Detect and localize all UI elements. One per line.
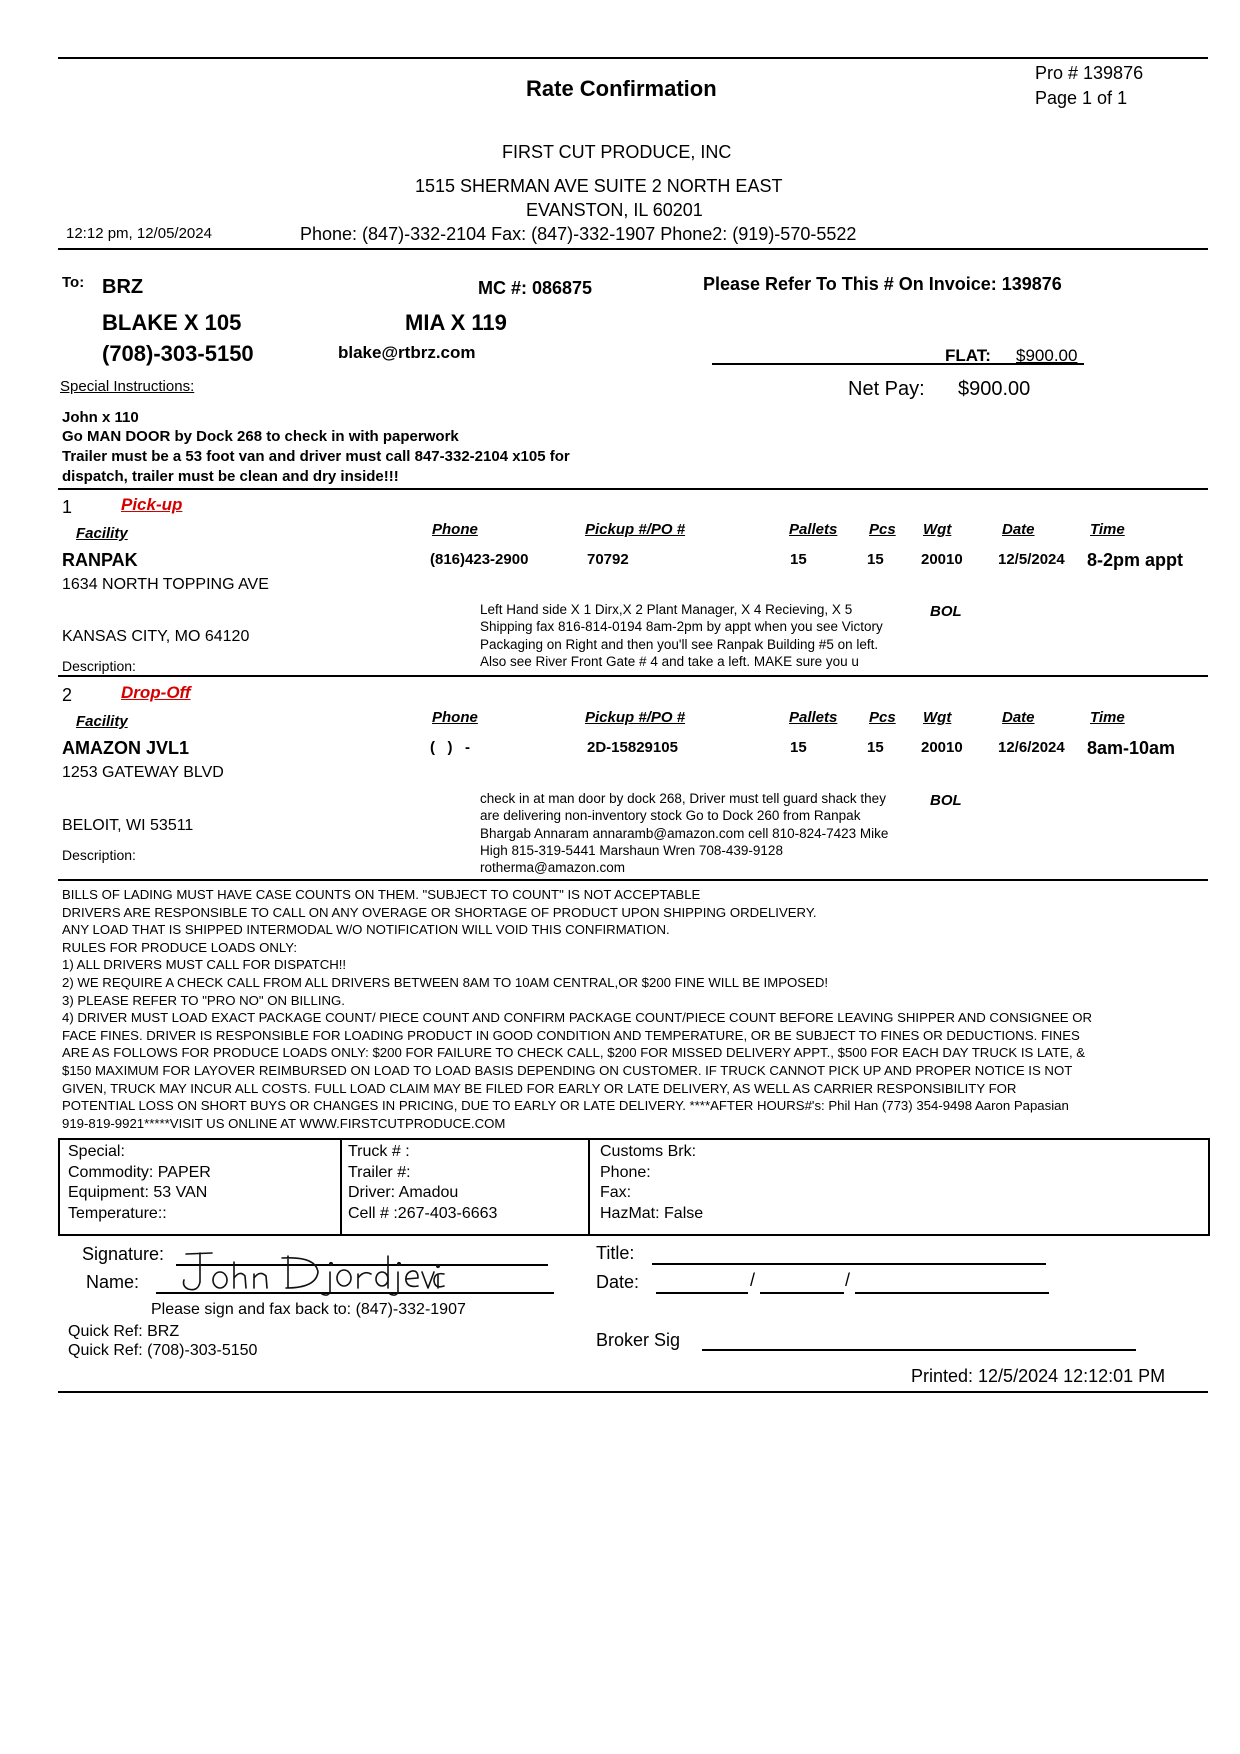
- pallets-value: 15: [790, 551, 807, 568]
- date-separator: /: [750, 1270, 756, 1290]
- fax-back-instruction: Please sign and fax back to: (847)-332-1907: [151, 1301, 466, 1318]
- header-rule: [58, 248, 1208, 250]
- page-number: Page 1 of 1: [1035, 88, 1128, 108]
- section-rule: [58, 488, 1208, 490]
- quick-ref-carrier: Quick Ref: BRZ: [68, 1323, 180, 1340]
- facility-city: BELOIT, WI 53511: [62, 817, 194, 834]
- pickup-po: 70792: [587, 551, 629, 568]
- column-header-date: Date: [1002, 521, 1035, 538]
- name-label: Name:: [86, 1272, 140, 1292]
- stop-number: 1: [62, 497, 73, 517]
- box-divider: [340, 1138, 342, 1234]
- special-instructions-label: Special Instructions:: [60, 378, 195, 395]
- company-name: FIRST CUT PRODUCE, INC: [502, 142, 732, 162]
- column-header-phone: Phone: [432, 709, 478, 726]
- invoice-reference: Please Refer To This # On Invoice: 139876: [703, 274, 1062, 294]
- carrier-email: blake@rtbrz.com: [338, 343, 476, 362]
- facility-phone: ( ) -: [430, 739, 470, 756]
- net-pay-value: $900.00: [958, 378, 1031, 400]
- date-value: 12/5/2024: [998, 551, 1065, 568]
- time-value: 8-2pm appt: [1087, 550, 1184, 570]
- flat-value: $900.00: [1016, 346, 1078, 365]
- bottom-rule: [58, 1391, 1208, 1393]
- date-separator: /: [845, 1270, 851, 1290]
- box-divider: [588, 1138, 590, 1234]
- pcs-value: 15: [867, 551, 884, 568]
- carrier-contact-blake: BLAKE X 105: [102, 310, 242, 335]
- column-header-po: Pickup #/PO #: [585, 521, 686, 538]
- quick-ref-phone: Quick Ref: (708)-303-5150: [68, 1342, 258, 1359]
- broker-signature-label: Broker Sig: [596, 1330, 681, 1350]
- column-header-phone: Phone: [432, 521, 478, 538]
- weight-value: 20010: [921, 739, 963, 756]
- column-header-pcs: Pcs: [869, 709, 896, 726]
- stop-number: 2: [62, 685, 73, 705]
- facility-address: 1253 GATEWAY BLVD: [62, 764, 224, 781]
- column-header-pallets: Pallets: [789, 521, 838, 538]
- bol-label: BOL: [930, 603, 962, 620]
- company-address-line2: EVANSTON, IL 60201: [526, 200, 703, 220]
- pro-number: Pro # 139876: [1035, 63, 1144, 83]
- column-header-facility: Facility: [76, 525, 128, 542]
- company-address-line1: 1515 SHERMAN AVE SUITE 2 NORTH EAST: [415, 176, 783, 196]
- column-header-pcs: Pcs: [869, 521, 896, 538]
- special-instruction-line: John x 110: [62, 409, 139, 426]
- stop-type: Pick-up: [121, 495, 183, 514]
- title-line: [652, 1263, 1046, 1265]
- document-title: Rate Confirmation: [526, 76, 717, 101]
- printed-timestamp: Printed: 12/5/2024 12:12:01 PM: [911, 1366, 1166, 1386]
- column-header-po: Pickup #/PO #: [585, 709, 686, 726]
- column-header-pallets: Pallets: [789, 709, 838, 726]
- mc-number: MC #: 086875: [478, 278, 593, 298]
- section-rule: [58, 879, 1208, 881]
- date-line: [656, 1292, 748, 1294]
- special-instruction-line: Trailer must be a 53 foot van and driver must call 847-332-2104 x105 for: [62, 448, 570, 465]
- bol-label: BOL: [930, 792, 962, 809]
- pcs-value: 15: [867, 739, 884, 756]
- column-header-wgt: Wgt: [923, 521, 952, 538]
- stop-notes: Left Hand side X 1 Dirx,X 2 Plant Manager, X 4 Recieving, X 5 Shipping fax 816-814-0194 8am-2pm by appt when you see Victory Packaging on Right and then you'll see Ranpak Building #5 on left. Also see River Front Gate # 4 and take a left. MAKE sure you u: [480, 602, 883, 669]
- handwritten-signature: [176, 1248, 446, 1298]
- time-value: 8am-10am: [1087, 738, 1176, 758]
- column-header-date: Date: [1002, 709, 1035, 726]
- company-phones: Phone: (847)-332-2104 Fax: (847)-332-1907 Phone2: (919)-570-5522: [300, 224, 857, 244]
- facility-name: AMAZON JVL1: [62, 738, 190, 758]
- truck-details: Truck # : Trailer #: Driver: Amadou Cell # :267-403-6663: [348, 1143, 498, 1222]
- column-header-wgt: Wgt: [923, 709, 952, 726]
- date-label: Date:: [596, 1272, 640, 1292]
- to-label: To:: [62, 274, 85, 291]
- carrier-contact-mia: MIA X 119: [405, 310, 507, 335]
- special-instruction-line: dispatch, trailer must be clean and dry inside!!!: [62, 468, 399, 485]
- document-timestamp: 12:12 pm, 12/05/2024: [66, 225, 212, 242]
- weight-value: 20010: [921, 551, 963, 568]
- stop-notes: check in at man door by dock 268, Driver must tell guard shack they are delivering non-inventory stock Go to Dock 260 from Ranpak Bhargab Annaram annaramb@amazon.com cell 810-824-7423 Mike High 815-319-5441 Marshaun Wren 708-439-9128 rotherma@amazon.com: [480, 791, 889, 876]
- pickup-po: 2D-15829105: [587, 739, 678, 756]
- column-header-time: Time: [1090, 521, 1125, 538]
- date-value: 12/6/2024: [998, 739, 1065, 756]
- description-label: Description:: [62, 847, 136, 863]
- broker-signature-line: [702, 1349, 1136, 1351]
- customs-details: Customs Brk: Phone: Fax: HazMat: False: [600, 1143, 704, 1222]
- section-rule: [58, 675, 1208, 677]
- net-pay-label: Net Pay:: [848, 378, 925, 400]
- special-instruction-line: Go MAN DOOR by Dock 268 to check in with paperwork: [62, 428, 459, 445]
- signature-label: Signature:: [82, 1244, 165, 1264]
- facility-phone: (816)423-2900: [430, 551, 529, 568]
- pallets-value: 15: [790, 739, 807, 756]
- column-header-facility: Facility: [76, 713, 128, 730]
- facility-address: 1634 NORTH TOPPING AVE: [62, 576, 269, 593]
- facility-city: KANSAS CITY, MO 64120: [62, 628, 250, 645]
- date-line: [855, 1292, 1049, 1294]
- equipment-details: Special: Commodity: PAPER Equipment: 53 VAN Temperature::: [68, 1143, 211, 1222]
- flat-label: FLAT:: [945, 346, 991, 365]
- date-line: [760, 1292, 844, 1294]
- facility-name: RANPAK: [62, 550, 138, 570]
- description-label: Description:: [62, 658, 136, 674]
- carrier-name: BRZ: [102, 276, 144, 298]
- stop-type: Drop-Off: [121, 683, 191, 702]
- title-label: Title:: [596, 1243, 635, 1263]
- column-header-time: Time: [1090, 709, 1125, 726]
- top-rule: [58, 57, 1208, 59]
- terms-and-conditions: BILLS OF LADING MUST HAVE CASE COUNTS ON THEM. "SUBJECT TO COUNT" IS NOT ACCEPTABLE DRIVERS ARE RESPONSIBLE TO CALL ON ANY OVERAGE OR SHORTAGE OF PRODUCT UPON SHIPPING ORDELIVERY. ANY LOAD THAT IS SHIPPED INTERMODAL W/O NOTIFICATION WILL VOID THIS CONFIRMATION. RULES FOR PRODUCE LOADS ONLY: 1) ALL DRIVERS MUST CALL FOR DISPATCH!! 2) WE REQUIRE A CHECK CALL FROM ALL DRIVERS BETWEEN 8AM TO 10AM CENTRAL,OR $200 FINE WILL BE IMPOSED! 3) PLEASE REFER TO "PRO NO" ON BILLING. 4) DRIVER MUST LOAD EXACT PACKAGE COUNT/ PIECE COUNT AND CONFIRM PACKAGE COUNT/PIECE COUNT BEFORE LEAVING SHIPPER AND CONSIGNEE OR FACE FINES. DRIVER IS RESPONSIBLE FOR LOADING PRODUCT IN GOOD CONDITION AND TEMPERATURE, OR BE SUBJECT TO FINES OR DEDUCTIONS. FINES ARE AS FOLLOWS FOR PRODUCE LOADS ONLY: $200 FOR FAILURE TO CHECK CALL, $200 FOR MISSED DELIVERY APPT., $500 FOR EACH DAY TRUCK IS LATE, & $150 MAXIMUM FOR LAYOVER REIMBURSED ON LOAD TO LOAD BASIS DEPENDING ON CUSTOMER. IF TRUCK CANNOT PICK UP AND PROPER NOTICE IS NOT GIVEN, TRUCK MAY INCUR ALL COSTS. FULL LOAD CLAIM MAY BE FILED FOR EARLY OR LATE DELIVERY, AS WELL AS CARRIER RESPONSIBILITY FOR POTENTIAL LOSS ON SHORT BUYS OR CHANGES IN PRICING, DUE TO EARLY OR LATE DELIVERY. ****AFTER HOURS#'s: Phil Han (773) 354-9498 Aaron Papasian 919-819-9921*****VISIT US ONLINE AT WWW.FIRSTCUTPRODUCE.COM: [62, 887, 1093, 1131]
- carrier-phone: (708)-303-5150: [102, 341, 254, 366]
